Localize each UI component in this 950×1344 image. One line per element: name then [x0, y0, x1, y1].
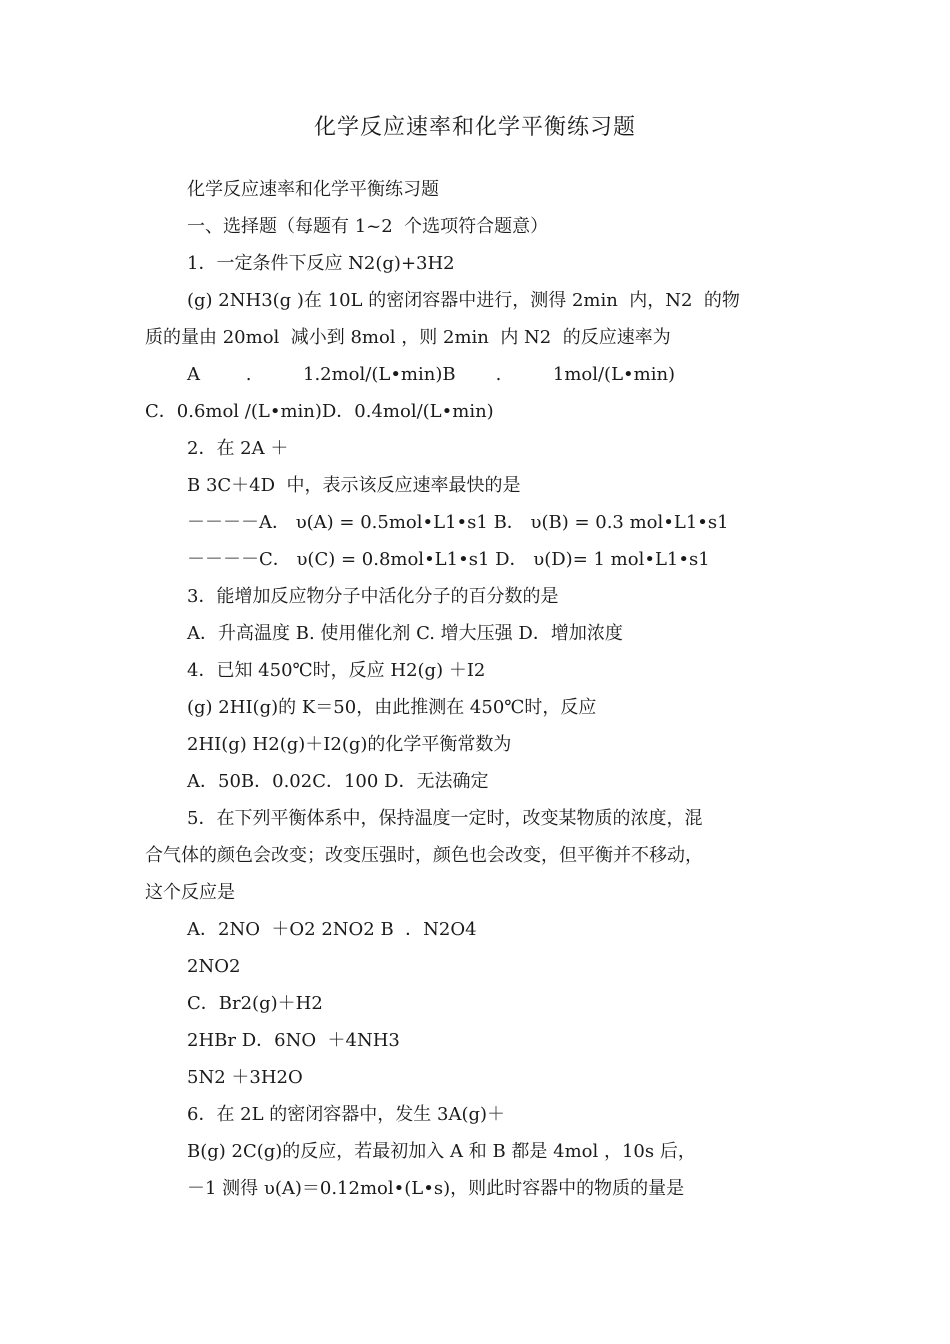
question-5-option-ab: A．2NO ＋O2 2NO2 B ．N2O4: [187, 919, 477, 940]
question-5-option-d-cont: 5N2 ＋3H2O: [187, 1067, 303, 1088]
question-6-line-3: －1 测得 υ(A)＝0.12mol•(L•s)，则此时容器中的物质的量是: [187, 1178, 685, 1199]
question-5-option-b-cont: 2NO2: [187, 956, 241, 977]
question-4-line-2: (g) 2HI(g)的 K＝50，由此推测在 450℃时，反应: [187, 697, 597, 718]
question-4-line-3: 2HI(g) H2(g)＋I2(g)的化学平衡常数为: [187, 734, 512, 755]
question-5-line-3: 这个反应是: [145, 882, 235, 903]
question-5-line-1: 5．在下列平衡体系中，保持温度一定时，改变某物质的浓度，混: [187, 808, 703, 829]
question-6-line-2: B(g) 2C(g)的反应，若最初加入 A 和 B 都是 4mol ，10s 后，: [187, 1141, 696, 1162]
question-6-line-1: 6．在 2L 的密闭容器中，发生 3A(g)＋: [187, 1104, 506, 1125]
question-2-options-cd: －－－－C． υ(C) = 0.8mol•L1•s1 D． υ(D)= 1 mol•L1•s1: [187, 549, 710, 570]
question-5-option-c: C．Br2(g)＋H2: [187, 993, 323, 1014]
question-2-options-ab: －－－－A． υ(A) = 0.5mol•L1•s1 B． υ(B) = 0.3 mol•L1•s1: [187, 512, 729, 533]
question-5-line-2: 合气体的颜色会改变；改变压强时，颜色也会改变，但平衡并不移动，: [145, 845, 703, 866]
subtitle-line: 化学反应速率和化学平衡练习题: [187, 179, 439, 200]
question-3-options: A．升高温度 B. 使用催化剂 C. 增大压强 D．增加浓度: [187, 623, 623, 644]
question-2-line-1: 2．在 2A ＋: [187, 438, 289, 459]
question-1-line-2: (g) 2NH3(g )在 10L 的密闭容器中进行，测得 2min 内，N2 的物: [187, 290, 740, 311]
section-heading: 一、选择题（每题有 1~2 个选项符合题意）: [187, 216, 549, 237]
question-1-line-1: 1．一定条件下反应 N2(g)+3H2: [187, 253, 455, 274]
question-4-options: A．50B．0.02C．100 D．无法确定: [187, 771, 489, 792]
question-1-line-3: 质的量由 20mol 减小到 8mol ，则 2min 内 N2 的反应速率为: [145, 327, 671, 348]
question-1-options-ab: A . 1.2mol/(L•min)B . 1mol/(L•min): [187, 364, 676, 385]
question-5-option-cd: 2HBr D．6NO ＋4NH3: [187, 1030, 400, 1051]
question-4-line-1: 4．已知 450℃时，反应 H2(g) ＋I2: [187, 660, 486, 681]
question-1-options-cd: C．0.6mol /(L•min)D．0.4mol/(L•min): [145, 401, 494, 422]
document-title: 化学反应速率和化学平衡练习题: [313, 115, 636, 140]
question-3-line-1: 3．能增加反应物分子中活化分子的百分数的是: [187, 586, 559, 607]
question-2-line-2: B 3C＋4D 中，表示该反应速率最快的是: [187, 475, 521, 496]
